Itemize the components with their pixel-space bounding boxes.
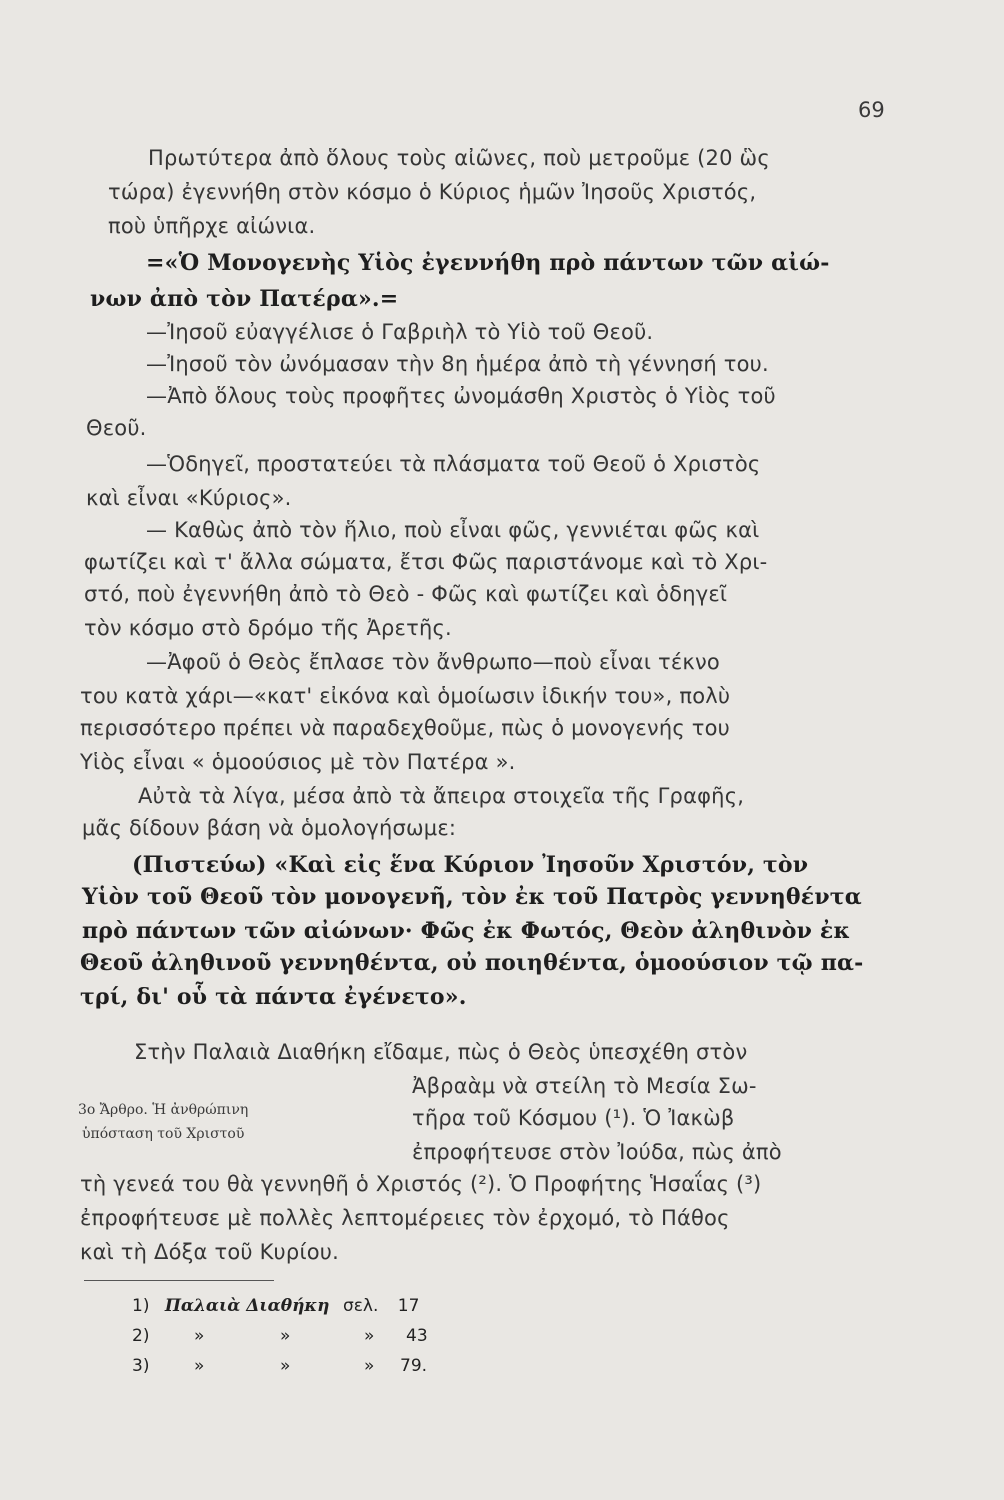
footnote-ditto: » <box>194 1356 205 1376</box>
text-line: —Ἰησοῦ εὐαγγέλισε ὁ Γαβριὴλ τὸ Υἱὸ τοῦ Θεοῦ. <box>146 320 654 344</box>
text-line: μᾶς δίδουν βάση νὰ ὁμολογήσωμε: <box>82 816 457 840</box>
text-line: —Ὁδηγεῖ, προστατεύει τὰ πλάσματα τοῦ Θεοῦ ὁ Χριστὸς <box>146 452 761 476</box>
text-line: —Ἀπὸ ὅλους τοὺς προφῆτες ὠνομάσθη Χριστὸς ὁ Υἱὸς τοῦ <box>146 384 776 408</box>
page-number: 69 <box>858 98 885 122</box>
text-line-bold: νων ἀπὸ τὸν Πατέρα».= <box>90 286 399 312</box>
text-line: Αὐτὰ τὰ λίγα, μέσα ἀπὸ τὰ ἄπειρα στοιχεῖα τῆς Γραφῆς, <box>138 784 745 808</box>
text-line: περισσότερο πρέπει νὰ παραδεχθοῦμε, πὼς ὁ μονογενής του <box>80 716 730 740</box>
footnote-page: 43 <box>406 1326 428 1346</box>
text-line: Υἱὸς εἶναι « ὁμοούσιος μὲ τὸν Πατέρα ». <box>80 750 516 774</box>
text-line: στό, ποὺ ἐγεννήθη ἀπὸ τὸ Θεὸ - Φῶς καὶ φωτίζει καὶ ὁδηγεῖ <box>84 582 728 606</box>
text-line: Πρωτύτερα ἀπὸ ὅλους τοὺς αἰῶνες, ποὺ μετροῦμε (20 ὣς <box>148 146 770 170</box>
text-line: —Ἀφοῦ ὁ Θεὸς ἔπλασε τὸν ἄνθρωπο—ποὺ εἶναι τέκνο <box>146 650 720 674</box>
text-line: τὴ γενεά του θὰ γεννηθῆ ὁ Χριστός (²). Ὁ Προφήτης Ἡσαΐας (³) <box>80 1172 762 1196</box>
footnote <box>132 1296 419 1316</box>
text-line: ἐπροφήτευσε στὸν Ἰούδα, πὼς ἀπὸ <box>412 1140 782 1164</box>
text-line: καὶ εἶναι «Κύριος». <box>86 486 292 510</box>
footnote-ditto: σελ. <box>342 1296 379 1316</box>
side-note-line: 3ο Ἄρθρο. Ἡ ἀνθρώπινη <box>78 1102 249 1118</box>
footnote-ditto: » <box>364 1356 375 1376</box>
footnote-number: 2) <box>132 1326 150 1346</box>
footnote-number: 1) <box>132 1296 150 1316</box>
footnote-page: 17 <box>397 1296 420 1316</box>
creed-line: τρί, δι' οὗ τὰ πάντα ἐγένετο». <box>80 984 467 1010</box>
footnote-divider <box>84 1280 274 1281</box>
text-line: καὶ τὴ Δόξα τοῦ Κυρίου. <box>80 1240 340 1264</box>
text-line: — Καθὼς ἀπὸ τὸν ἥλιο, ποὺ εἶναι φῶς, γεννιέται φῶς καὶ <box>146 518 760 542</box>
footnote-source: Παλαιὰ Διαθήκη <box>164 1296 330 1316</box>
text-line-bold: =«Ὁ Μονογενὴς Υἱὸς ἐγεννήθη πρὸ πάντων τῶν αἰώ- <box>146 250 830 276</box>
text-line: Ἀβραὰμ νὰ στείλη τὸ Μεσία Σω- <box>412 1074 757 1098</box>
footnote-ditto: » <box>364 1326 375 1346</box>
creed-line: Υἱὸν τοῦ Θεοῦ τὸν μονογενῆ, τὸν ἐκ τοῦ Πατρὸς γεννηθέντα <box>82 884 862 910</box>
text-line: τῆρα τοῦ Κόσμου (¹). Ὁ Ἰακὼβ <box>412 1106 735 1130</box>
footnote-ditto: » <box>194 1326 205 1346</box>
footnote-page: 79. <box>400 1356 428 1376</box>
text-line: Θεοῦ. <box>86 416 147 440</box>
creed-line: Θεοῦ ἀληθινοῦ γεννηθέντα, οὐ ποιηθέντα, ὁμοούσιον τῷ πα- <box>80 950 864 976</box>
text-line: τώρα) ἐγεννήθη στὸν κόσμο ὁ Κύριος ἡμῶν Ἰησοῦς Χριστός, <box>108 180 757 204</box>
side-note <box>78 1098 248 1146</box>
text-line: του κατὰ χάρι—«κατ' εἰκόνα καὶ ὁμοίωσιν ἰδικήν του», πολὺ <box>80 684 731 708</box>
footnote-number: 3) <box>132 1356 150 1376</box>
side-note-line: ὑπόσταση τοῦ Χριστοῦ <box>82 1126 245 1142</box>
footnote-ditto: » <box>280 1326 291 1346</box>
text-line: Στὴν Παλαιὰ Διαθήκη εἴδαμε, πὼς ὁ Θεὸς ὑπεσχέθη στὸν <box>134 1040 748 1064</box>
text-line: τὸν κόσμο στὸ δρόμο τῆς Ἀρετῆς. <box>84 616 452 640</box>
footnote <box>132 1356 428 1376</box>
footnote-ditto: » <box>280 1356 291 1376</box>
footnote <box>132 1326 428 1346</box>
text-line: ἐπροφήτευσε μὲ πολλὲς λεπτομέρειες τὸν ἐρχομό, τὸ Πάθος <box>80 1206 730 1230</box>
creed-line: πρὸ πάντων τῶν αἰώνων· Φῶς ἐκ Φωτός, Θεὸν ἀληθινὸν ἐκ <box>82 918 851 944</box>
text-line: φωτίζει καὶ τ' ἄλλα σώματα, ἔτσι Φῶς παριστάνομε καὶ τὸ Χρι- <box>84 550 768 574</box>
creed-line: (Πιστεύω) «Καὶ εἰς ἕνα Κύριον Ἰησοῦν Χριστόν, τὸν <box>132 852 809 878</box>
text-line: ποὺ ὑπῆρχε αἰώνια. <box>108 214 316 238</box>
text-line: —Ἰησοῦ τὸν ὠνόμασαν τὴν 8η ἡμέρα ἀπὸ τὴ γέννησή του. <box>146 352 769 376</box>
